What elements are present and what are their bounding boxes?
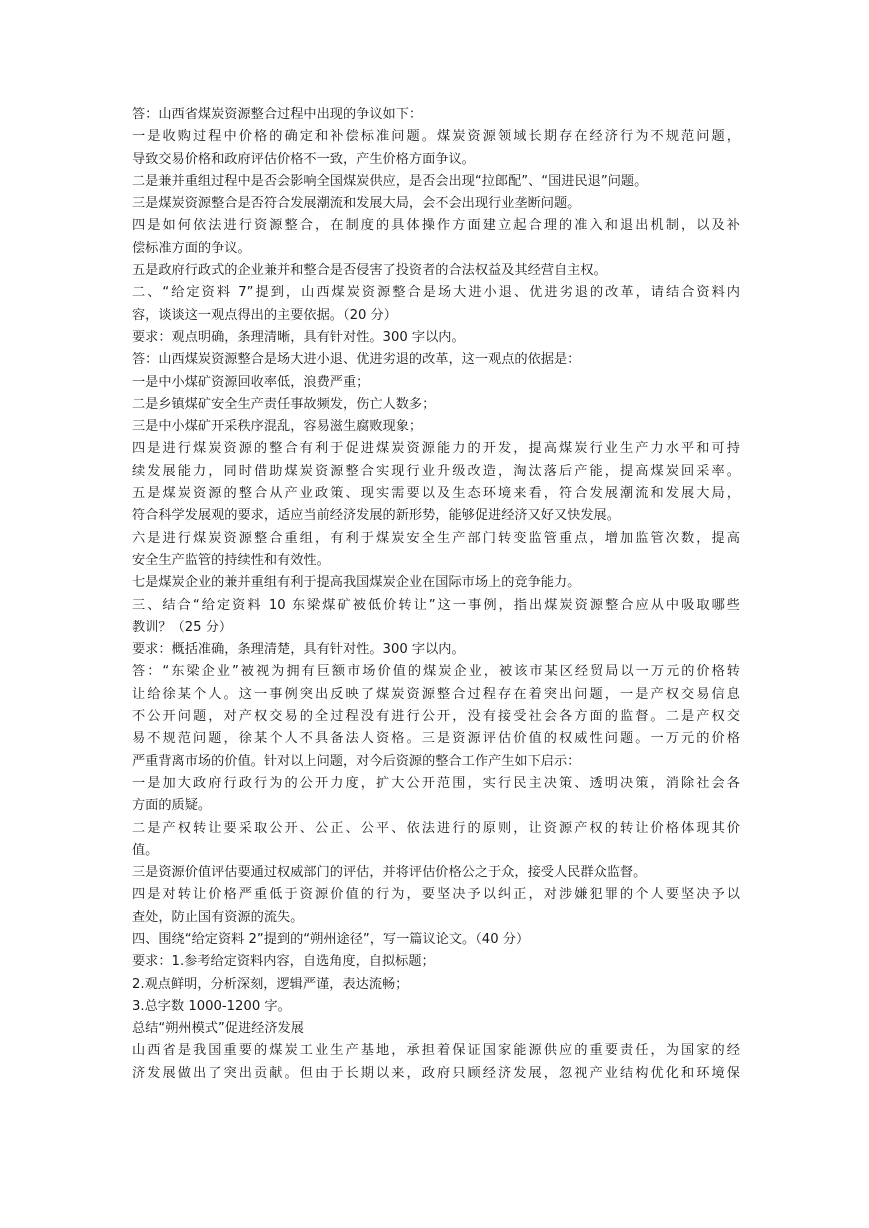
text-line: 要求：概括准确，条理清楚，具有针对性。300 字以内。 (132, 642, 465, 658)
text-line: 要求：1.参考给定资料内容，自选角度，自拟标题； (132, 954, 435, 970)
text-line: 三、结合“给定资料 10 东梁煤矿被低价转让”这一事例，指出煤炭资源整合应从中吸取哪些 (132, 597, 740, 613)
text-line: 二是兼并重组过程中是否会影响全国煤炭供应，是否会出现“拉郎配”、“国进民退”问题。 (132, 173, 648, 189)
text-line: 偿标准方面的争议。 (132, 240, 251, 256)
text-line: 要求：观点明确，条理清晰，具有针对性。300 字以内。 (132, 329, 465, 345)
text-line: 方面的质疑。 (132, 798, 212, 814)
text-line: 安全生产监管的持续性和有效性。 (132, 552, 330, 568)
text-line: 四是如何依法进行资源整合，在制度的具体操作方面建立起合理的准入和退出机制，以及补 (132, 218, 740, 234)
text-line: 二、“给定资料 7”提到，山西煤炭资源整合是场大进小退、优进劣退的改革，请结合资料内 (132, 285, 740, 301)
text-line: 符合科学发展观的要求，适应当前经济发展的新形势，能够促进经济又好又快发展。 (132, 508, 620, 524)
text-line: 答：山西煤炭资源整合是场大进小退、优进劣退的改革，这一观点的依据是： (132, 352, 581, 368)
text-line: 导致交易价格和政府评估价格不一致，产生价格方面争议。 (132, 151, 475, 167)
text-line: 值。 (132, 842, 159, 858)
text-line: 三是中小煤矿开采秩序混乱，容易滋生腐败现象； (132, 419, 423, 435)
text-line: 不公开问题，对产权交易的全过程没有进行公开，没有接受社会各方面的监督。二是产权交 (132, 709, 740, 725)
text-line: 六是进行煤炭资源整合重组，有利于煤炭安全生产部门转变监管重点，增加监管次数，提高 (132, 530, 740, 546)
text-line: 四、围绕“给定资料 2”提到的“朔州途径”，写一篇议论文。（40 分） (132, 931, 530, 947)
text-line: 答：“东梁企业”被视为拥有巨额市场价值的煤炭企业，被该市某区经贸局以一万元的价格转 (132, 664, 740, 680)
text-line: 四是对转让价格严重低于资源价值的行为，要坚决予以纠正，对涉嫌犯罪的个人要坚决予以 (132, 887, 740, 903)
text-line: 四是进行煤炭资源的整合有利于促进煤炭资源能力的开发，提高煤炭行业生产力水平和可持 (132, 441, 740, 457)
text-line: 续发展能力，同时借助煤炭资源整合实现行业升级改造，淘汰落后产能，提高煤炭回采率。 (132, 463, 740, 479)
text-line: 一是加大政府行政行为的公开力度，扩大公开范围，实行民主决策、透明决策，消除社会各 (132, 775, 740, 791)
text-line: 五是煤炭资源的整合从产业政策、现实需要以及生态环境来看，符合发展潮流和发展大局， (132, 486, 740, 502)
text-line: 教训？（25 分） (132, 619, 233, 635)
text-line: 山西省是我国重要的煤炭工业生产基地，承担着保证国家能源供应的重要责任，为国家的经 (132, 1043, 740, 1059)
document-body (132, 104, 740, 1085)
text-line: 一是中小煤矿资源回收率低，浪费严重； (132, 374, 370, 390)
text-line: 让给徐某个人。这一事例突出反映了煤炭资源整合过程存在着突出问题，一是产权交易信息 (132, 686, 740, 702)
text-line: 一是收购过程中价格的确定和补偿标准问题。煤炭资源领域长期存在经济行为不规范问题， (132, 129, 740, 145)
text-line: 总结“朔州模式”促进经济发展 (132, 1021, 304, 1037)
text-line: 济发展做出了突出贡献。但由于长期以来，政府只顾经济发展，忽视产业结构优化和环境保 (132, 1065, 740, 1081)
text-line: 易不规范问题，徐某个人不具备法人资格。三是资源评估价值的权威性问题。一万元的价格 (132, 731, 740, 747)
text-line: 七是煤炭企业的兼并重组有利于提高我国煤炭企业在国际市场上的竞争能力。 (132, 575, 581, 591)
text-line: 容，谈谈这一观点得出的主要依据。（20 分） (132, 307, 397, 323)
text-line: 2.观点鲜明，分析深刻，逻辑严谨，表达流畅； (132, 976, 409, 992)
text-line: 严重背离市场的价值。针对以上问题，对今后资源的整合工作产生如下启示： (132, 753, 581, 769)
text-line: 三是煤炭资源整合是否符合发展潮流和发展大局，会不会出现行业垄断问题。 (132, 196, 581, 212)
text-line: 二是产权转让要采取公开、公正、公平、依法进行的原则，让资源产权的转让价格体现其价 (132, 820, 740, 836)
text-line: 查处，防止国有资源的流失。 (132, 909, 304, 925)
text-line: 3.总字数 1000-1200 字。 (132, 998, 291, 1014)
text-line: 五是政府行政式的企业兼并和整合是否侵害了投资者的合法权益及其经营自主权。 (132, 263, 607, 279)
text-line: 二是乡镇煤矿安全生产责任事故频发，伤亡人数多； (132, 396, 436, 412)
text-line: 三是资源价值评估要通过权威部门的评估，并将评估价格公之于众，接受人民群众监督。 (132, 865, 647, 881)
text-line: 答：山西省煤炭资源整合过程中出现的争议如下： (132, 107, 423, 122)
